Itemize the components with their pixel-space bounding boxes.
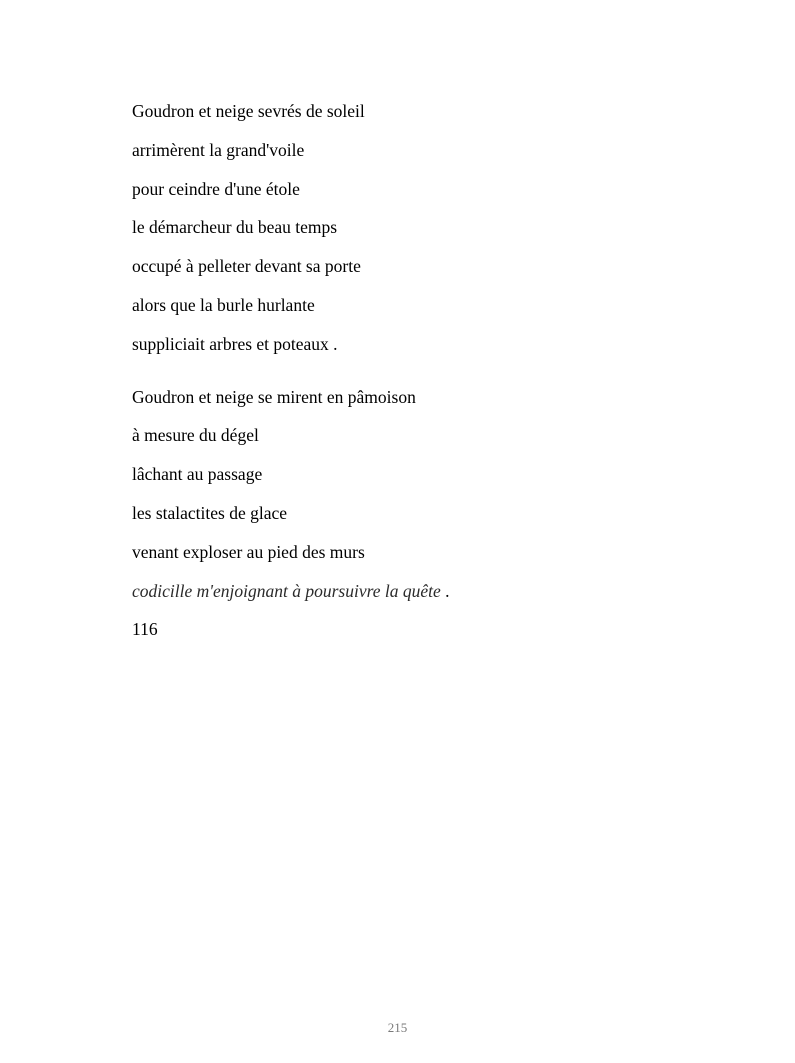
- closing-line: [132, 576, 752, 615]
- poem-line: lâchant au passage: [132, 464, 263, 485]
- closing-line-trail: .: [440, 580, 450, 601]
- poem-line: arrimèrent la grand'voile: [132, 139, 305, 160]
- poem-line: occupé à pelleter devant sa porte: [132, 256, 361, 277]
- poem-line: venant exploser au pied des murs: [132, 541, 365, 562]
- poem-line: les stalactites de glace: [132, 502, 287, 523]
- poem-line: Goudron et neige se mirent en pâmoison: [132, 386, 416, 407]
- poem-number: 116: [132, 619, 158, 640]
- poem-line: à mesure du dégel: [132, 425, 259, 446]
- poem-line: alors que la burle hurlante: [132, 294, 315, 315]
- poem-line: le démarcheur du beau temps: [132, 217, 338, 238]
- stanza-1: [132, 96, 752, 368]
- poem-line: pour ceindre d'une étole: [132, 178, 300, 199]
- poem: [132, 96, 752, 644]
- poem-line: Goudron et neige sevrés de soleil: [132, 101, 365, 121]
- page-number: 215: [387, 1020, 408, 1035]
- stanza-2: [132, 382, 752, 645]
- closing-line-text: codicille m'enjoignant à poursuivre la quête: [132, 580, 441, 601]
- poem-line: suppliciait arbres et poteaux .: [132, 333, 338, 354]
